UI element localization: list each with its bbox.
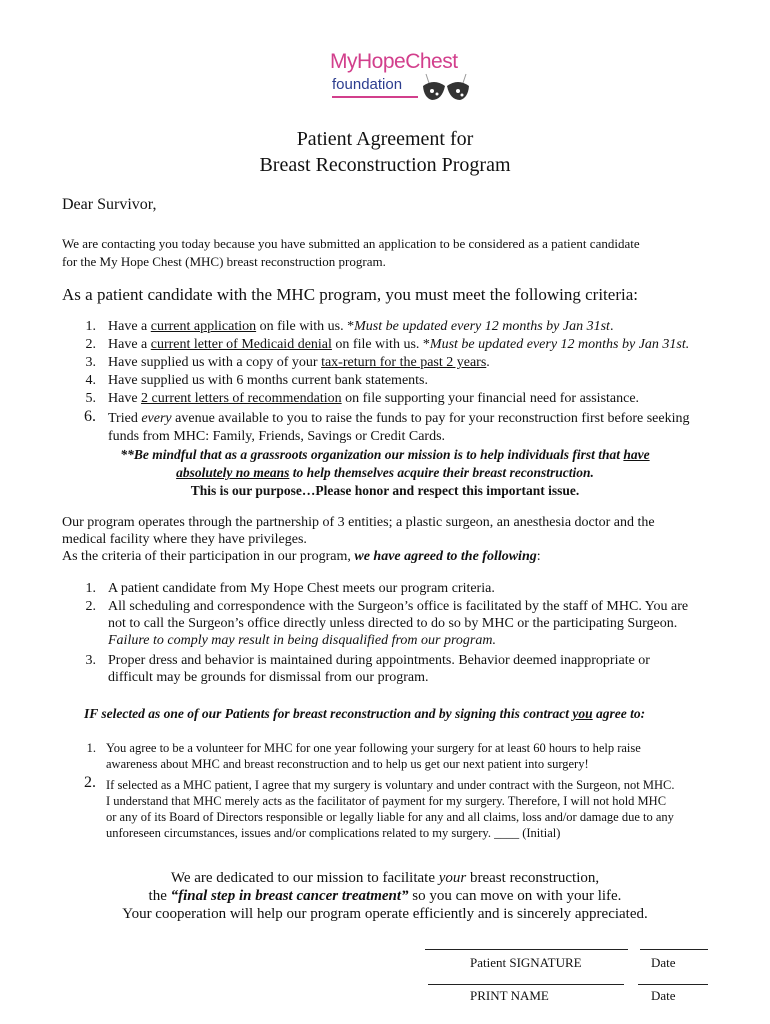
criteria-item-2: Have a current letter of Medicaid denial on file with us. *Must be updated every 12 months by Jan 31st. xyxy=(108,337,690,352)
logo-text-bottom: foundation xyxy=(332,76,403,93)
partnership-line3: As the criteria of their participation in our program, we have agreed to the following: xyxy=(62,549,541,564)
print-date-line[interactable] xyxy=(638,984,708,985)
term-2-line3: or any of its Board of Directors responsible or legally liable for any and all claims, loss and/or damage due to any xyxy=(106,810,674,824)
term-2-line2: I understand that MHC merely acts as the facilitator of payment for my surgery. Therefore, I will not hold MHC xyxy=(106,794,667,808)
agreement-number: 1. xyxy=(85,581,96,596)
term-number: 2. xyxy=(84,774,96,791)
closing-line2: the “final step in breast cancer treatment” so you can move on with your life. xyxy=(148,888,622,904)
term-number: 1. xyxy=(86,741,96,755)
greeting: Dear Survivor, xyxy=(62,196,157,213)
agreement-item-2-line3: Failure to comply may result in being disqualified from our program. xyxy=(108,633,496,648)
criteria-number: 4. xyxy=(85,373,96,388)
agreement-item-3-line2: difficult may be grounds for dismissal from our program. xyxy=(108,670,429,685)
document-title-line1: Patient Agreement for xyxy=(296,128,474,150)
logo-tagline-bar xyxy=(332,96,418,98)
agreement-item-1: A patient candidate from My Hope Chest meets our program criteria. xyxy=(108,581,495,596)
agreement-item-2-line1: All scheduling and correspondence with the Surgeon’s office is facilitated by the staff of MHC. You are xyxy=(108,599,689,614)
if-selected-heading: IF selected as one of our Patients for breast reconstruction and by signing this contract you agree to: xyxy=(84,706,646,721)
agreement-number: 2. xyxy=(85,599,96,614)
intro-line2: for the My Hope Chest (MHC) breast reconstruction program. xyxy=(62,254,386,269)
foundation-logo xyxy=(326,44,476,104)
closing-line3: Your cooperation will help our program operate efficiently and is sincerely appreciated. xyxy=(122,906,648,922)
print-name-line[interactable] xyxy=(428,984,624,985)
criteria-number: 5. xyxy=(85,391,96,406)
logo-text-top: MyHopeChest xyxy=(330,50,458,73)
signature-date-line[interactable] xyxy=(640,949,708,950)
criteria-item-3: Have supplied us with a copy of your tax-return for the past 2 years. xyxy=(108,355,490,370)
criteria-item-6: Tried every avenue available to you to raise the funds to pay for your reconstruction first before seeking xyxy=(108,411,690,426)
criteria-number: 1. xyxy=(85,319,96,334)
criteria-item-5: Have 2 current letters of recommendation on file supporting your financial need for assistance. xyxy=(108,391,640,406)
criteria-number: 3. xyxy=(85,355,96,370)
closing-line1: We are dedicated to our mission to facilitate your breast reconstruction, xyxy=(170,870,600,886)
patient-signature-line[interactable] xyxy=(425,949,628,950)
bra-logo-icon xyxy=(420,72,472,102)
criteria-item-4: Have supplied us with 6 months current bank statements. xyxy=(108,373,428,388)
patient-signature-label: Patient SIGNATURE xyxy=(470,955,582,970)
criteria-heading: As a patient candidate with the MHC program, you must meet the following criteria: xyxy=(62,285,638,304)
document-title-line2: Breast Reconstruction Program xyxy=(259,154,511,176)
term-1-line2: awareness about MHC and breast reconstruction and to help us get our next patient into surgery! xyxy=(106,757,589,771)
date-label: Date xyxy=(651,988,676,1003)
agreement-item-3-line1: Proper dress and behavior is maintained during appointments. Behavior deemed inappropriate or xyxy=(108,653,650,668)
date-label: Date xyxy=(651,955,676,970)
intro-line1: We are contacting you today because you have submitted an application to be considered as a patient candidate xyxy=(62,236,640,251)
agreement-number: 3. xyxy=(85,653,96,668)
partnership-line2: medical facility where they have privileges. xyxy=(62,532,307,547)
mindful-note-line1: **Be mindful that as a grassroots organization our mission is to help individuals first that have xyxy=(120,447,650,462)
print-name-label: PRINT NAME xyxy=(470,988,549,1003)
agreement-item-2-line2: not to call the Surgeon’s office directly unless directed to do so by MHC or the participating Surgeon. xyxy=(108,616,678,631)
term-2-line4: unforeseen circumstances, issues and/or complications related to my surgery. ____ (Initial) xyxy=(106,826,561,840)
term-2-line1: If selected as a MHC patient, I agree that my surgery is voluntary and under contract with the Surgeon, not MHC. xyxy=(106,778,675,792)
partnership-line1: Our program operates through the partnership of 3 entities; a plastic surgeon, an anesthesia doctor and the xyxy=(62,515,655,530)
criteria-item-6-line2: funds from MHC: Family, Friends, Savings or Credit Cards. xyxy=(108,429,446,444)
mindful-note-line2: absolutely no means to help themselves acquire their breast reconstruction. xyxy=(176,465,594,480)
criteria-number: 2. xyxy=(85,337,96,352)
purpose-statement: This is our purpose…Please honor and respect this important issue. xyxy=(190,483,580,498)
term-1-line1: You agree to be a volunteer for MHC for one year following your surgery for at least 60 hours to help raise xyxy=(106,741,641,755)
criteria-number: 6. xyxy=(84,408,96,425)
criteria-item-1: Have a current application on file with us. *Must be updated every 12 months by Jan 31st. xyxy=(108,319,614,334)
